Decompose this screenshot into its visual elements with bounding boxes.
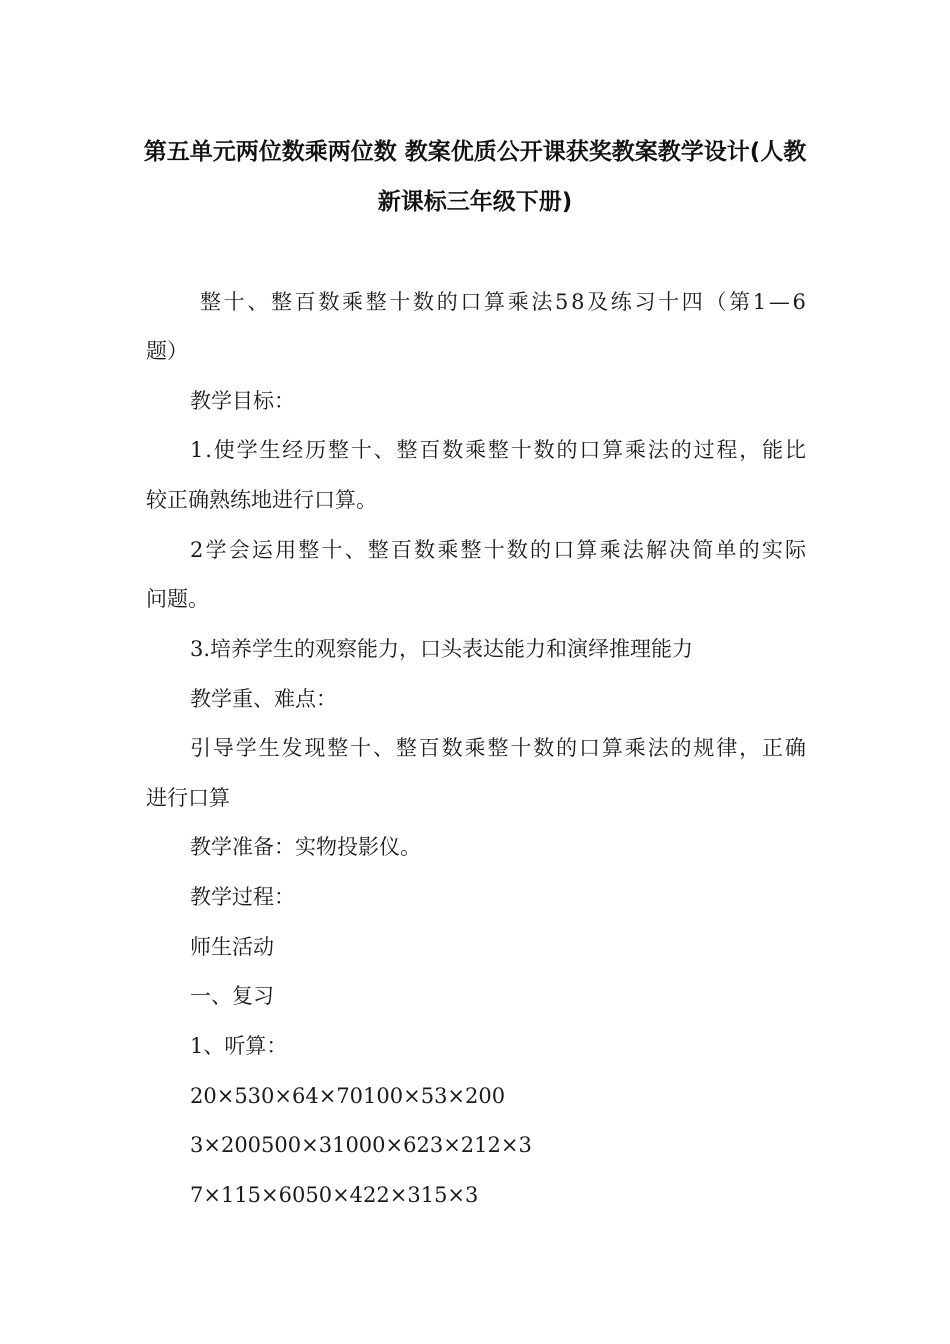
exercise-row: 7×115×6050×422×315×3 (190, 1183, 479, 1207)
goal-1-line-2: 较正确熟练地进行口算。 (146, 488, 377, 512)
exercise-row: 20×530×64×70100×53×200 (190, 1084, 506, 1108)
exercise-row: 3×200500×31000×623×212×3 (190, 1133, 532, 1157)
lesson-heading-line-1: 整十、整百数乘整十数的口算乘法58及练习十四（第1—6 (200, 290, 809, 314)
process-label: 教学过程： (190, 885, 295, 909)
activity-label: 师生活动 (190, 935, 274, 959)
goal-2-line-1: 2学会运用整十、整百数乘整十数的口算乘法解决简单的实际 (190, 538, 809, 562)
goals-label: 教学目标： (190, 389, 295, 413)
goal-2-line-2: 问题。 (146, 587, 209, 611)
document-title-line-2: 新课标三年级下册) (377, 189, 573, 215)
lesson-heading-line-2: 题） (146, 339, 188, 363)
review-label: 一、复习 (190, 984, 274, 1008)
key-points-label: 教学重、难点： (190, 687, 337, 711)
goal-1-line-1: 1.使学生经历整十、整百数乘整十数的口算乘法的过程，能比 (190, 438, 808, 462)
goal-3: 3.培养学生的观察能力，口头表达能力和演绎推理能力 (190, 637, 694, 661)
document-title-line-1: 第五单元两位数乘两位数 教案优质公开课获奖教案教学设计(人教 (143, 139, 807, 165)
listen-label: 1、听算： (190, 1034, 288, 1058)
key-points-line-1: 引导学生发现整十、整百数乘整十数的口算乘法的规律，正确 (190, 736, 808, 760)
key-points-line-2: 进行口算 (146, 786, 230, 810)
preparation: 教学准备：实物投影仪。 (190, 835, 421, 859)
